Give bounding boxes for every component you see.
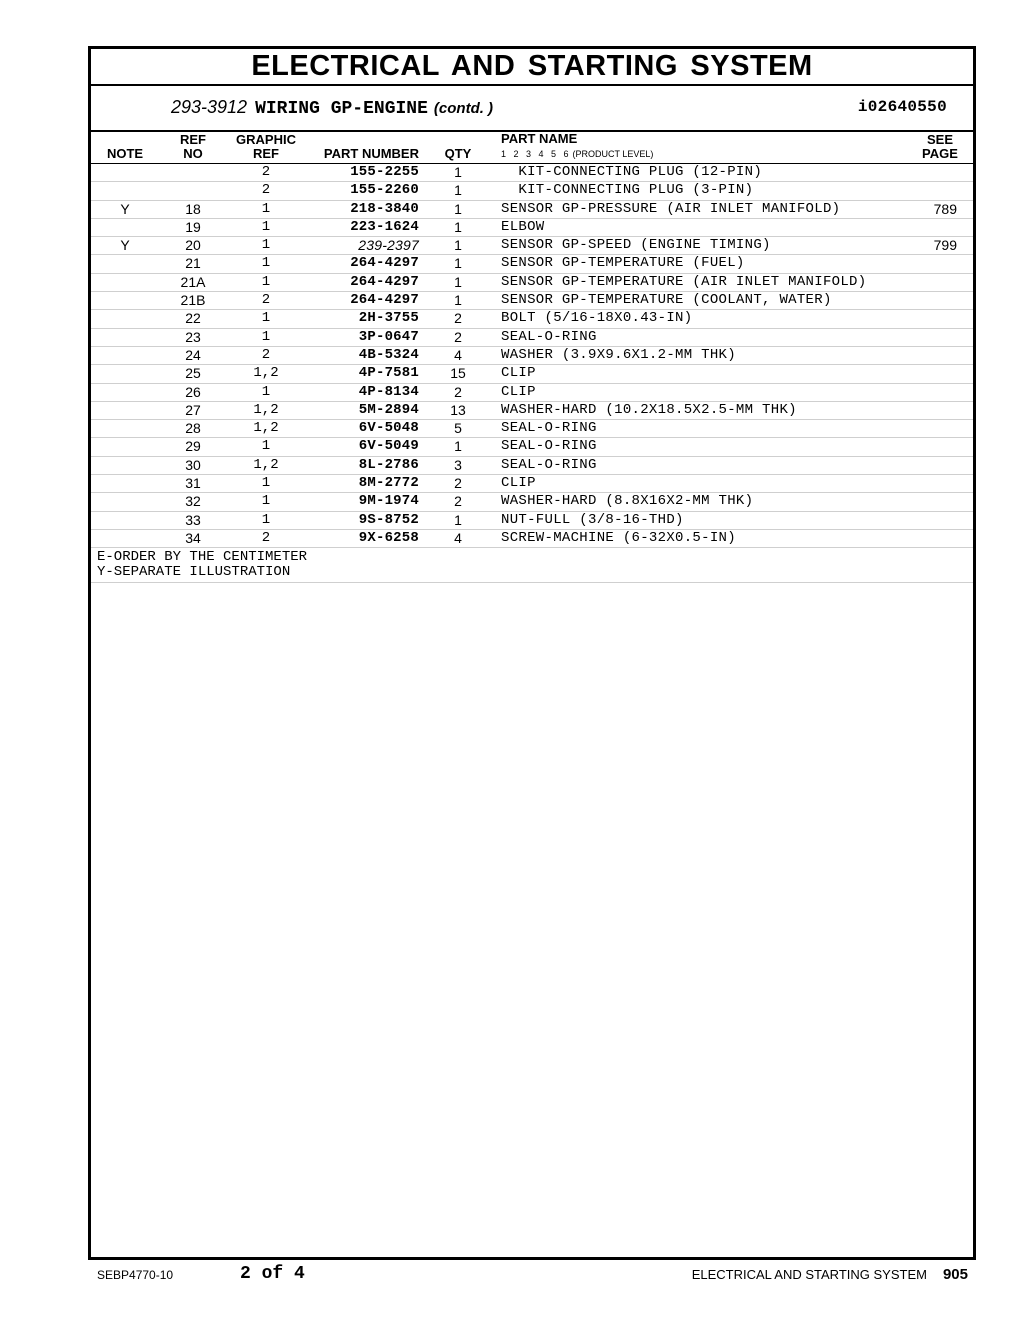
cell-part-number: 5M-2894: [358, 401, 419, 418]
table-row: [91, 347, 973, 365]
cell-graphic-ref: 1: [261, 200, 271, 217]
col-part-name: PART NAME: [501, 131, 578, 146]
cell-ref-no: 29: [185, 438, 201, 455]
cell-part-name: CLIP: [501, 475, 536, 492]
illustration-id: i02640550: [857, 98, 947, 116]
table-row: [91, 438, 973, 456]
cell-part-number: 9S-8752: [358, 511, 419, 528]
cell-part-name: SENSOR GP-TEMPERATURE (AIR INLET MANIFOLD): [501, 273, 867, 290]
col-ref-top: REF: [180, 132, 206, 147]
cell-graphic-ref: 2: [261, 529, 271, 546]
note-y: Y-SEPARATE ILLUSTRATION: [97, 564, 291, 581]
cell-ref-no: 33: [185, 511, 201, 528]
cell-ref-no: 27: [185, 401, 201, 418]
cell-part-name: SEAL-O-RING: [501, 328, 597, 345]
cell-ref-no: 28: [185, 420, 201, 437]
cell-graphic-ref: 1: [261, 383, 271, 400]
level-numbers: 1 2 3 4 5 6: [501, 149, 569, 159]
footer-section: [692, 1266, 968, 1283]
table-row: [91, 310, 973, 328]
cell-ref-no: 21: [185, 255, 201, 272]
cell-part-number: 4P-7581: [358, 365, 419, 382]
cell-graphic-ref: 2: [261, 346, 271, 363]
cell-ref-no: 26: [185, 383, 201, 400]
cell-part-name: NUT-FULL (3/8-16-THD): [501, 511, 684, 528]
parts-table: [91, 164, 973, 548]
cell-part-number: 8M-2772: [358, 475, 419, 492]
cell-part-name: SENSOR GP-TEMPERATURE (COOLANT, WATER): [501, 292, 832, 309]
page-frame: [88, 46, 976, 1260]
cell-graphic-ref: 1: [261, 310, 271, 327]
group-line: [171, 96, 493, 120]
table-row: [91, 329, 973, 347]
cell-part-name: SENSOR GP-TEMPERATURE (FUEL): [501, 255, 745, 272]
cell-part-name: WASHER-HARD (10.2X18.5X2.5-MM THK): [501, 401, 797, 418]
cell-graphic-ref: 1: [261, 328, 271, 345]
cell-see-page: 789: [933, 200, 957, 217]
table-row: [91, 512, 973, 530]
cell-ref-no: 22: [185, 310, 201, 327]
footer-section-title: ELECTRICAL AND STARTING SYSTEM: [691, 1267, 927, 1282]
cell-part-number: 264-4297: [350, 255, 419, 272]
cell-qty: 1: [454, 292, 462, 309]
cell-part-number: 2H-3755: [358, 310, 419, 327]
note-e: E-ORDER BY THE CENTIMETER: [97, 549, 308, 566]
page-title: ELECTRICAL AND STARTING SYSTEM: [91, 49, 973, 86]
product-level-label: (PRODUCT LEVEL): [572, 149, 654, 159]
table-row: [91, 255, 973, 273]
group-continued: (contd. ): [433, 100, 494, 117]
group-header: [91, 86, 973, 132]
cell-part-name: SEAL-O-RING: [501, 456, 597, 473]
cell-graphic-ref: 1: [261, 475, 271, 492]
cell-part-number: 155-2255: [350, 164, 419, 180]
cell-part-name: SEAL-O-RING: [501, 420, 597, 437]
cell-part-number: 239-2397: [358, 237, 419, 254]
table-row: [91, 292, 973, 310]
cell-part-name: BOLT (5/16-18X0.43-IN): [501, 310, 693, 327]
cell-ref-no: 32: [185, 493, 201, 510]
cell-ref-no: 31: [185, 475, 201, 492]
cell-graphic-ref: 2: [261, 292, 271, 309]
footer-page-number: 905: [942, 1266, 968, 1283]
col-graphic-bottom: REF: [253, 146, 279, 161]
cell-part-name: ELBOW: [501, 218, 545, 235]
cell-qty: 1: [454, 182, 462, 199]
table-row: [91, 493, 973, 511]
cell-part-number: 6V-5048: [358, 420, 419, 437]
table-row: [91, 457, 973, 475]
cell-ref-no: 20: [185, 237, 201, 254]
cell-qty: 1: [454, 255, 462, 272]
cell-part-name: KIT-CONNECTING PLUG (3-PIN): [501, 182, 754, 199]
cell-qty: 2: [454, 328, 462, 345]
table-row: [91, 475, 973, 493]
column-headers: [91, 132, 973, 164]
cell-graphic-ref: 1: [261, 255, 271, 272]
cell-ref-no: 19: [185, 218, 201, 235]
table-row: [91, 237, 973, 255]
cell-qty: 5: [454, 420, 462, 437]
footer-doc-id: SEBP4770-10: [97, 1268, 174, 1282]
cell-qty: 1: [454, 511, 462, 528]
cell-ref-no: 34: [185, 529, 201, 546]
cell-part-number: 9X-6258: [358, 529, 419, 546]
cell-part-name: SEAL-O-RING: [501, 438, 597, 455]
cell-part-name: WASHER-HARD (8.8X16X2-MM THK): [501, 493, 754, 510]
cell-part-name: WASHER (3.9X9.6X1.2-MM THK): [501, 346, 736, 363]
cell-ref-no: 23: [185, 328, 201, 345]
cell-qty: 1: [454, 273, 462, 290]
table-row: [91, 274, 973, 292]
cell-qty: 1: [454, 237, 462, 254]
cell-see-page: 799: [933, 237, 957, 254]
table-row: [91, 530, 973, 548]
cell-graphic-ref: 2: [261, 164, 271, 180]
cell-part-number: 264-4297: [350, 292, 419, 309]
product-levels: [501, 149, 653, 159]
cell-part-number: 6V-5049: [358, 438, 419, 455]
cell-graphic-ref: 1: [261, 511, 271, 528]
cell-part-number: 218-3840: [350, 200, 419, 217]
cell-graphic-ref: 1: [261, 273, 271, 290]
table-row: [91, 384, 973, 402]
cell-graphic-ref: 1,2: [253, 401, 279, 418]
col-see-bottom: PAGE: [922, 146, 958, 161]
col-note: NOTE: [106, 146, 144, 161]
cell-qty: 1: [454, 164, 462, 180]
notes-legend: [91, 548, 973, 583]
table-row: [91, 402, 973, 420]
cell-part-number: 264-4297: [350, 273, 419, 290]
cell-part-number: 3P-0647: [358, 328, 419, 345]
cell-qty: 4: [454, 346, 462, 363]
cell-ref-no: 24: [185, 346, 201, 363]
col-see-top: SEE: [926, 132, 953, 147]
cell-note: Y: [120, 237, 130, 254]
cell-part-name: KIT-CONNECTING PLUG (12-PIN): [501, 164, 763, 180]
group-name: WIRING GP-ENGINE: [255, 99, 428, 119]
cell-part-name: CLIP: [501, 365, 536, 382]
cell-graphic-ref: 1,2: [253, 420, 279, 437]
cell-graphic-ref: 2: [261, 182, 271, 199]
cell-graphic-ref: 1: [261, 493, 271, 510]
group-part-number: 293-3912: [171, 97, 248, 117]
cell-qty: 13: [450, 401, 466, 418]
table-row: [91, 365, 973, 383]
cell-qty: 15: [450, 365, 466, 382]
col-ref-bottom: NO: [183, 146, 203, 161]
cell-part-name: SENSOR GP-PRESSURE (AIR INLET MANIFOLD): [501, 200, 841, 217]
cell-qty: 1: [454, 200, 462, 217]
table-row: [91, 420, 973, 438]
cell-part-name: CLIP: [501, 383, 536, 400]
cell-qty: 4: [454, 529, 462, 546]
cell-graphic-ref: 1: [261, 237, 271, 254]
cell-part-number: 4B-5324: [358, 346, 419, 363]
cell-qty: 2: [454, 310, 462, 327]
table-row: [91, 182, 973, 200]
cell-ref-no: 21A: [180, 273, 206, 290]
cell-part-number: 9M-1974: [358, 493, 419, 510]
cell-qty: 2: [454, 493, 462, 510]
cell-part-number: 223-1624: [350, 218, 419, 235]
col-qty: QTY: [444, 146, 472, 161]
cell-graphic-ref: 1: [261, 438, 271, 455]
cell-graphic-ref: 1: [261, 218, 271, 235]
table-row: [91, 201, 973, 219]
cell-note: Y: [120, 200, 130, 217]
cell-qty: 2: [454, 383, 462, 400]
cell-part-number: 4P-8134: [358, 383, 419, 400]
cell-ref-no: 25: [185, 365, 201, 382]
cell-qty: 1: [454, 438, 462, 455]
cell-ref-no: 18: [185, 200, 201, 217]
footer-page-of: 2 of 4: [240, 1264, 305, 1284]
table-row: [91, 219, 973, 237]
cell-qty: 1: [454, 218, 462, 235]
cell-graphic-ref: 1,2: [253, 365, 279, 382]
table-row: [91, 164, 973, 182]
cell-part-number: 155-2260: [350, 182, 419, 199]
cell-ref-no: 30: [185, 456, 201, 473]
cell-qty: 3: [454, 456, 462, 473]
cell-part-name: SENSOR GP-SPEED (ENGINE TIMING): [501, 237, 771, 254]
cell-graphic-ref: 1,2: [253, 456, 279, 473]
cell-qty: 2: [454, 475, 462, 492]
cell-ref-no: 21B: [180, 292, 206, 309]
col-graphic-top: GRAPHIC: [236, 132, 296, 147]
cell-part-name: SCREW-MACHINE (6-32X0.5-IN): [501, 529, 736, 546]
cell-part-number: 8L-2786: [358, 456, 419, 473]
col-part-number: PART NUMBER: [323, 146, 419, 161]
